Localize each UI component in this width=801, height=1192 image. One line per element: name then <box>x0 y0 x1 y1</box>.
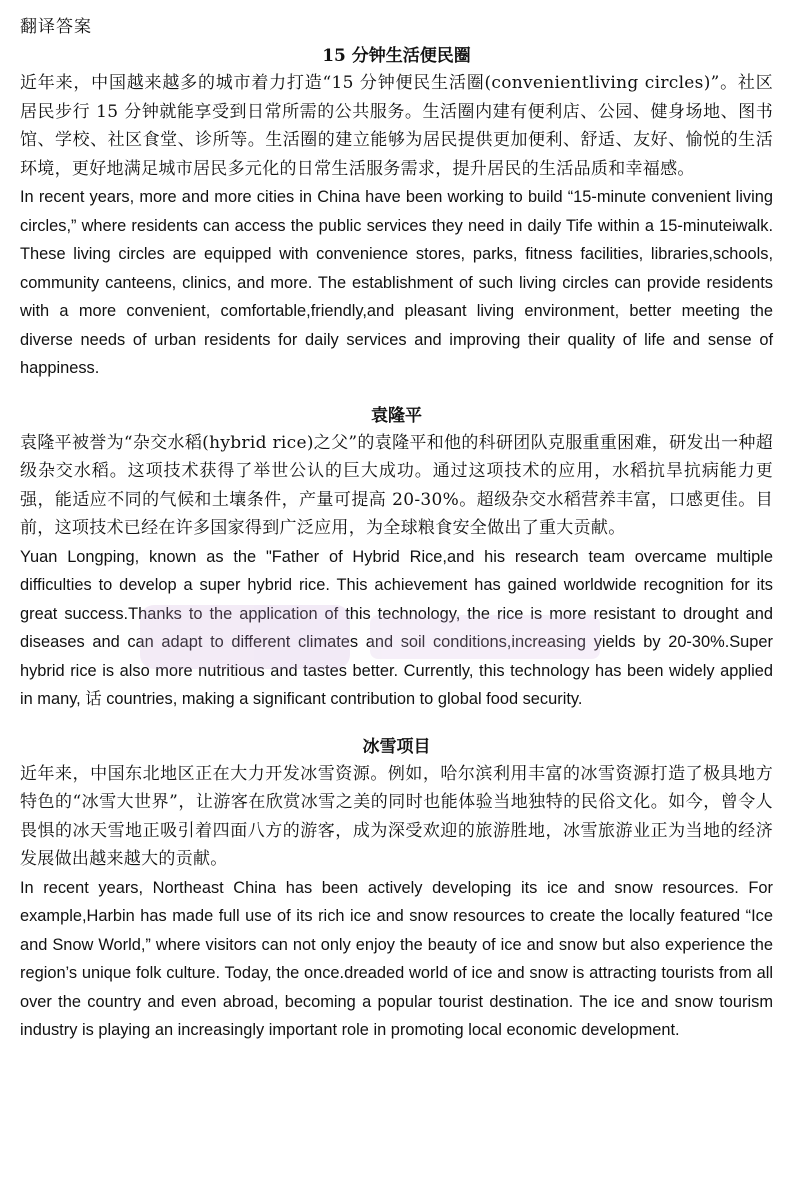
section-yuan-longping <box>20 403 773 714</box>
english-paragraph: Yuan Longping, known as the "Father of Hybrid Rice,and his research team overcame multiple difficulties to develop a super hybrid rice. This achievement has gained worldwide recognition for its great success.Thanks to the application of this technology, the rice is more resistant to drought and diseases and can adapt to different climates and soil conditions,increasing yields by 20-30%.Super hybrid rice is also more nutritious and tastes better. Currently, this technology has been widely applied in many, 话 countries, making a significant contribution to global food security. <box>20 547 773 708</box>
section-living-circle <box>20 43 773 383</box>
document-heading: 翻译答案 <box>20 17 92 37</box>
chinese-paragraph: 近年来，中国越来越多的城市着力打造“15 分钟便民生活圈(convenientliving circles)”。社区居民步行 15 分钟就能享受到日常所需的公共服务。生活圈内建有便利店、公园、健身场地、图书馆、学校、社区食堂、诊所等。生活圈的建立能够为居民提供更加便利、舒适、友好、愉悦的生活环境，更好地满足城市居民多元化的日常生活服务需求，提升居民的生活品质和幸福感。 <box>20 73 773 179</box>
english-paragraph: In recent years, more and more cities in China have been working to build “15-minute convenient living circles,” where residents can access the public services they need in daily Tife within a 15-minuteiwalk. These living circles are equipped with convenience stores, parks, fitness facilities, libraries,schools, community canteens, clinics, and more. The establishment of such living circles can provide residents with a more convenient, comfortable,friendly,and pleasant living environment, better meeting the diverse needs of urban residents for daily services and improving their quality of life and sense of happiness. <box>20 188 773 377</box>
section-title: 冰雪项目 <box>362 736 431 757</box>
chinese-paragraph: 袁隆平被誉为“杂交水稻(hybrid rice)之父”的袁隆平和他的科研团队克服重重困难，研发出一种超级杂交水稻。这项技术获得了举世公认的巨大成功。通过这项技术的应用，水稻抗旱抗病能力更强，能适应不同的气候和土壤条件，产量可提高 20-30%。超级杂交水稻营养丰富，口感更佳。目前，这项技术已经在许多国家得到广泛应用，为全球粮食安全做出了重大贡献。 <box>20 432 773 538</box>
section-spacer <box>20 714 773 734</box>
section-spacer <box>20 383 773 403</box>
section-title: 15 分钟生活便民圈 <box>322 46 471 66</box>
english-paragraph: In recent years, Northeast China has been actively developing its ice and snow resources. For example,Harbin has made full use of its rich ice and snow resources to create the locally featured “Ice and Snow World,” where visitors can not only enjoy the beauty of ice and snow but also experience the region’s unique folk culture. Today, the once.dreaded world of ice and snow is attracting tourists from all over the country and even abroad, becoming a popular tourist destination. The ice and snow tourism industry is playing an increasingly important role in promoting local economic development. <box>20 878 773 1039</box>
section-ice-snow <box>20 734 773 1045</box>
chinese-paragraph: 近年来，中国东北地区正在大力开发冰雪资源。例如，哈尔滨利用丰富的冰雪资源打造了极具地方特色的“冰雪大世界”，让游客在欣赏冰雪之美的同时也能体验当地独特的民俗文化。如今，曾令人畏惧的冰天雪地正吸引着四面八方的游客，成为深受欢迎的旅游胜地，冰雪旅游业正为当地的经济发展做出越来越大的贡献。 <box>20 763 773 869</box>
section-title: 袁隆平 <box>371 405 422 426</box>
